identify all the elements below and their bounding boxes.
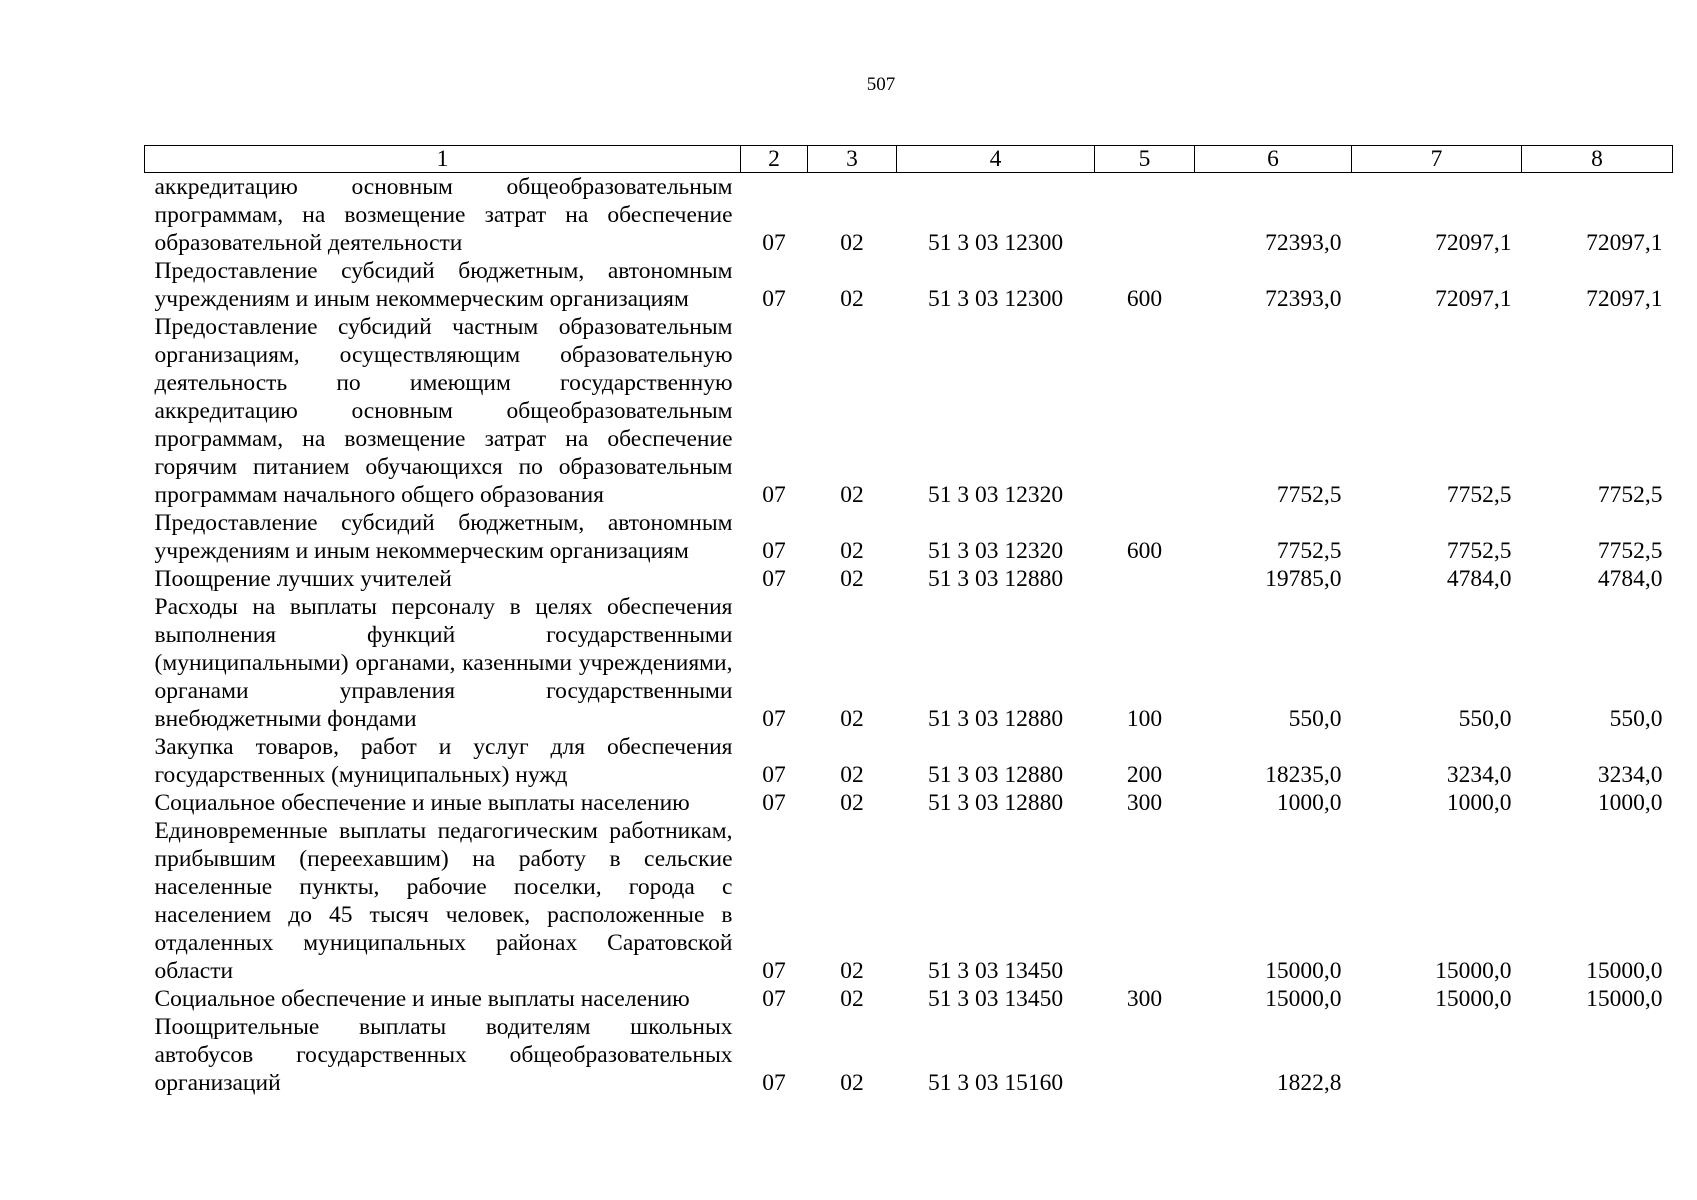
expense-type-code — [1095, 565, 1195, 593]
amount-col-6: 72393,0 — [1265, 286, 1342, 312]
budget-table — [144, 145, 1673, 1097]
amount-col-7: 4784,0 — [1446, 566, 1512, 592]
amount-col-6: 19785,0 — [1265, 566, 1342, 592]
page-number: 507 — [866, 74, 896, 95]
amount-col-8: 72097,1 — [1586, 286, 1663, 312]
section-code: 07 — [762, 1070, 786, 1096]
amount-col-8: 4784,0 — [1597, 566, 1663, 592]
amount-col-7 — [1352, 1013, 1522, 1097]
subsection-code: 02 — [840, 538, 864, 564]
target-article-code: 51 3 03 12300 — [927, 286, 1064, 312]
section-code: 07 — [762, 286, 786, 312]
table-header-row — [145, 146, 1673, 173]
table-row — [145, 1013, 1673, 1097]
amount-col-7: 15000,0 — [1435, 986, 1512, 1012]
row-description: Поощрительные выплаты водителям школьных автобусов государственных общеобразовательных организаций — [154, 1014, 733, 1096]
subsection-code: 02 — [840, 230, 864, 256]
amount-col-7: 550,0 — [1458, 706, 1512, 732]
amount-col-6: 15000,0 — [1265, 958, 1342, 984]
target-article-code: 51 3 03 13450 — [927, 958, 1064, 984]
target-article-code: 51 3 03 12300 — [927, 230, 1064, 256]
table-row — [145, 817, 1673, 985]
target-article-code: 51 3 03 12880 — [927, 566, 1064, 592]
table-row — [145, 313, 1673, 509]
amount-col-7: 15000,0 — [1435, 958, 1512, 984]
amount-col-6: 1822,8 — [1276, 1070, 1342, 1096]
amount-col-6: 7752,5 — [1276, 538, 1342, 564]
section-code: 07 — [762, 566, 786, 592]
row-description: Социальное обеспечение и иные выплаты населению — [154, 986, 690, 1012]
amount-col-8: 550,0 — [1609, 706, 1663, 732]
row-description: Единовременные выплаты педагогическим работникам, прибывшим (переехавшим) на работу в сельские населенные пункты, рабочие поселки, города с населением до 45 тысяч человек, расположенные в отдаленных муниципальных районах Саратовской области — [154, 818, 733, 984]
amount-col-8: 72097,1 — [1586, 230, 1663, 256]
expense-type-code: 300 — [1126, 986, 1163, 1012]
subsection-code: 02 — [840, 790, 864, 816]
amount-col-8: 15000,0 — [1586, 958, 1663, 984]
amount-col-7: 72097,1 — [1435, 286, 1512, 312]
amount-col-6: 550,0 — [1288, 706, 1342, 732]
expense-type-code: 300 — [1126, 790, 1163, 816]
target-article-code: 51 3 03 13450 — [927, 986, 1064, 1012]
expense-type-code: 200 — [1126, 762, 1163, 788]
amount-col-6: 72393,0 — [1265, 230, 1342, 256]
section-code: 07 — [762, 482, 786, 508]
expense-type-code — [1095, 817, 1195, 985]
target-article-code: 51 3 03 12320 — [927, 538, 1064, 564]
row-description: Предоставление субсидий бюджетным, автономным учреждениям и иным некоммерческим организациям — [154, 510, 733, 564]
row-description: Расходы на выплаты персоналу в целях обеспечения выполнения функций государственными (муниципальными) органами, казенными учреждениями, органами управления государственными внебюджетными фондами — [154, 594, 733, 732]
subsection-code: 02 — [840, 706, 864, 732]
amount-col-7: 1000,0 — [1446, 790, 1512, 816]
table-row — [145, 985, 1673, 1013]
expense-type-code: 600 — [1126, 286, 1163, 312]
table-row — [145, 733, 1673, 789]
subsection-code: 02 — [840, 986, 864, 1012]
row-description: Предоставление субсидий бюджетным, автономным учреждениям и иным некоммерческим организациям — [154, 258, 733, 312]
expense-type-code — [1095, 313, 1195, 509]
amount-col-8: 3234,0 — [1597, 762, 1663, 788]
column-header: 8 — [1522, 146, 1673, 173]
section-code: 07 — [762, 762, 786, 788]
amount-col-6: 7752,5 — [1276, 482, 1342, 508]
expense-type-code — [1095, 1013, 1195, 1097]
subsection-code: 02 — [840, 286, 864, 312]
amount-col-8: 7752,5 — [1597, 482, 1663, 508]
section-code: 07 — [762, 538, 786, 564]
expense-type-code: 600 — [1126, 538, 1163, 564]
row-description: Предоставление субсидий частным образовательным организациям, осуществляющим образовательную деятельность по имеющим государственную аккредитацию основным общеобразовательным программам, на возмещение затрат на обеспечение горячим питанием обучающихся по образовательным программам начального общего образования — [154, 314, 733, 508]
section-code: 07 — [762, 958, 786, 984]
amount-col-8: 1000,0 — [1597, 790, 1663, 816]
column-header: 5 — [1095, 146, 1195, 173]
amount-col-6: 15000,0 — [1265, 986, 1342, 1012]
section-code: 07 — [762, 790, 786, 816]
amount-col-8: 15000,0 — [1586, 986, 1663, 1012]
expense-type-code — [1095, 173, 1195, 258]
subsection-code: 02 — [840, 1070, 864, 1096]
target-article-code: 51 3 03 15160 — [927, 1070, 1064, 1096]
column-header: 2 — [741, 146, 808, 173]
column-header: 6 — [1195, 146, 1352, 173]
section-code: 07 — [762, 230, 786, 256]
row-description: Поощрение лучших учителей — [154, 566, 452, 592]
table-row — [145, 565, 1673, 593]
row-description: аккредитацию основным общеобразовательным программам, на возмещение затрат на обеспечение образовательной деятельности — [154, 174, 733, 256]
table-row — [145, 789, 1673, 817]
row-description: Социальное обеспечение и иные выплаты населению — [154, 790, 690, 816]
subsection-code: 02 — [840, 958, 864, 984]
section-code: 07 — [762, 706, 786, 732]
target-article-code: 51 3 03 12880 — [927, 790, 1064, 816]
table-row — [145, 509, 1673, 565]
amount-col-8 — [1522, 1013, 1673, 1097]
subsection-code: 02 — [840, 482, 864, 508]
table-row — [145, 257, 1673, 313]
target-article-code: 51 3 03 12320 — [927, 482, 1064, 508]
column-header: 1 — [145, 146, 741, 173]
subsection-code: 02 — [840, 762, 864, 788]
table-row — [145, 593, 1673, 733]
expense-type-code: 100 — [1126, 706, 1163, 732]
subsection-code: 02 — [840, 566, 864, 592]
target-article-code: 51 3 03 12880 — [927, 762, 1064, 788]
table-row — [145, 173, 1673, 258]
amount-col-8: 7752,5 — [1597, 538, 1663, 564]
amount-col-6: 18235,0 — [1265, 762, 1342, 788]
amount-col-7: 3234,0 — [1446, 762, 1512, 788]
amount-col-6: 1000,0 — [1276, 790, 1342, 816]
column-header: 4 — [897, 146, 1095, 173]
amount-col-7: 72097,1 — [1435, 230, 1512, 256]
column-header: 3 — [808, 146, 897, 173]
amount-col-7: 7752,5 — [1446, 482, 1512, 508]
target-article-code: 51 3 03 12880 — [927, 706, 1064, 732]
column-header: 7 — [1352, 146, 1522, 173]
amount-col-7: 7752,5 — [1446, 538, 1512, 564]
section-code: 07 — [762, 986, 786, 1012]
row-description: Закупка товаров, работ и услуг для обеспечения государственных (муниципальных) нужд — [154, 734, 733, 788]
